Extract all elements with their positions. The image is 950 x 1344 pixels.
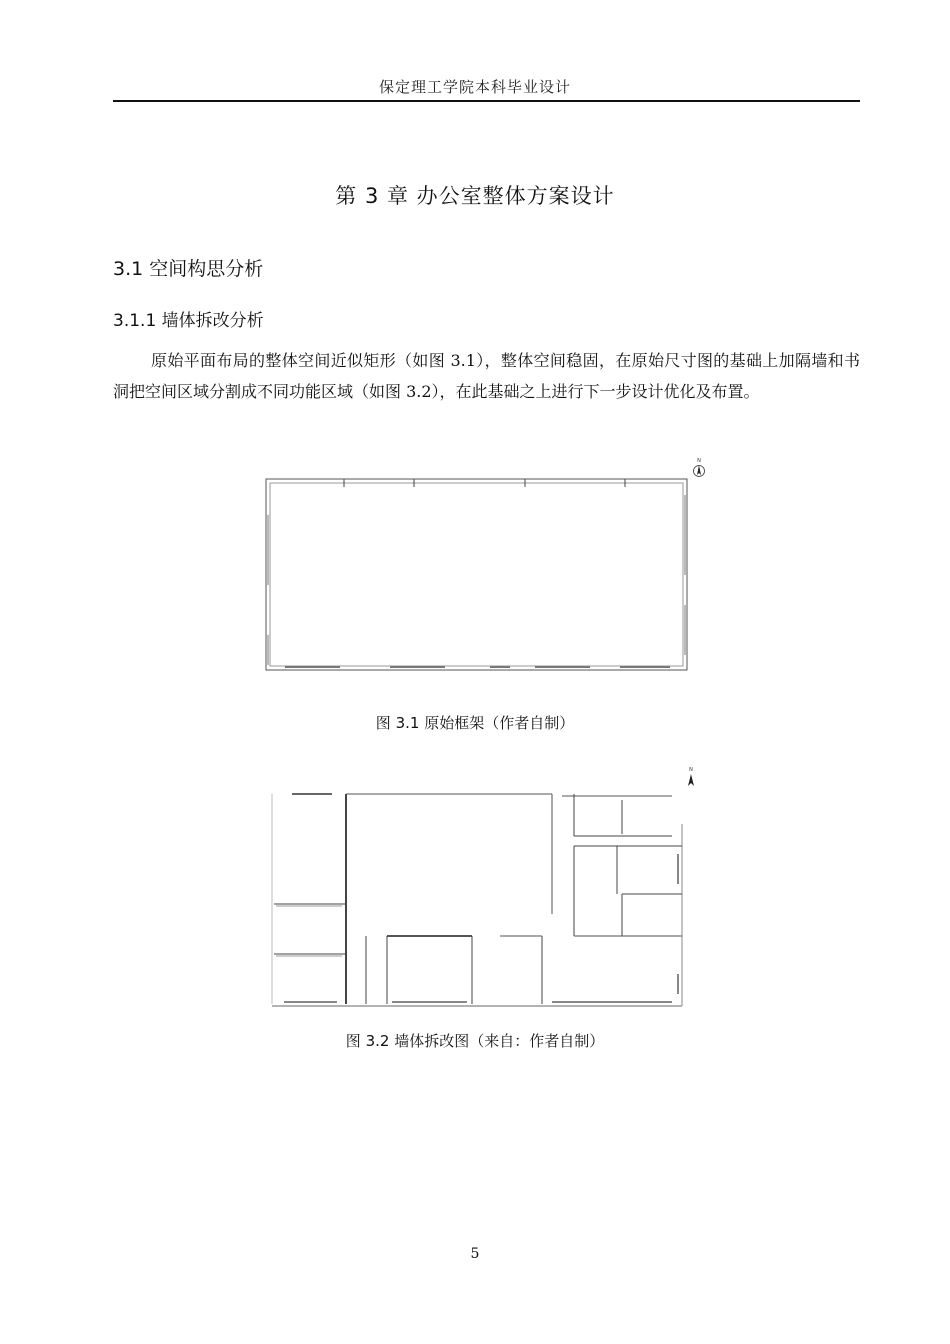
floor-plan-original [260,455,720,680]
page-number: 5 [470,1246,480,1262]
section-heading: 3.1 空间构思分析 [113,258,264,280]
north-arrow-icon [684,766,698,788]
chapter-title: 第 3 章 办公室整体方案设计 [335,184,615,208]
subsection-heading: 3.1.1 墙体拆改分析 [113,311,264,331]
header-divider [113,100,860,102]
floor-plan-modified [262,764,710,1014]
body-paragraph: 原始平面布局的整体空间近似矩形（如图 3.1），整体空间稳固，在原始尺寸图的基础上加隔墙和书洞把空间区域分割成不同功能区域（如图 3.2），在此基础之上进行下一步设计优化及布置。 [113,351,860,401]
north-arrow-icon [692,457,706,479]
figure-original-frame [260,455,720,680]
figure-caption-2: 图 3.2 墙体拆改图（来自：作者自制） [345,1032,605,1050]
figure-caption-1: 图 3.1 原始框架（作者自制） [375,714,575,732]
page-header: 保定理工学院本科毕业设计 [378,78,571,96]
north-label: N [689,767,693,773]
north-label: N [697,458,701,464]
figure-wall-modification [262,764,710,1014]
